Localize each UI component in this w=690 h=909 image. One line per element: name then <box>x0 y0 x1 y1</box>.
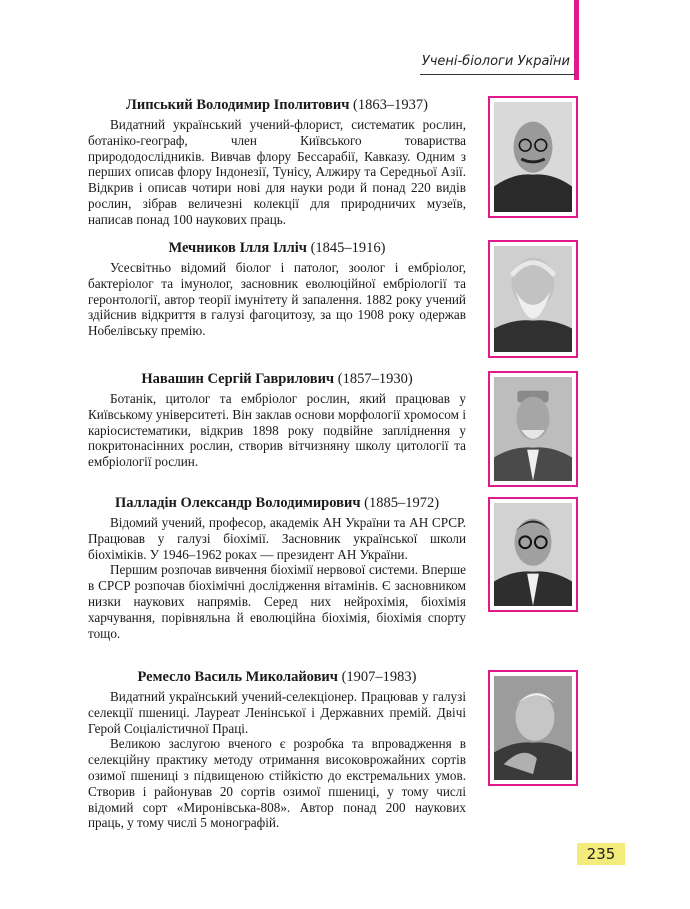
biography-entry <box>88 494 466 641</box>
biography-entry <box>88 370 466 470</box>
scientist-name: Мечников Ілля Ілліч <box>168 240 307 256</box>
life-years: (1845–1916) <box>310 240 386 256</box>
running-header: Учені-біологи України <box>421 54 570 69</box>
entry-heading <box>88 96 466 114</box>
entry-paragraph: Першим розпочав вивчення біохімії нервової системи. Вперше в СРСР розпочав біохімічні дослідження вітамінів. Є засновником низки наукових напрямів. Серед них нейрохімія, біохімія харчування, порівняльна й еволюційна біохімія, біохімія спорту тощо. <box>88 562 466 641</box>
portrait-photo <box>488 371 578 487</box>
scientist-name: Навашин Сергій Гаврилович <box>141 371 335 387</box>
biography-entry <box>88 96 466 228</box>
entry-heading <box>88 370 466 388</box>
life-years: (1863–1937) <box>353 97 428 113</box>
portrait-photo <box>488 96 578 218</box>
entry-paragraph: Видатний український учений-селекціонер. Працював у галузі селекції пшениці. Лауреат Ленінської і Державних премій. Двічі Герой Соціалістичної Праці. <box>88 689 466 736</box>
entry-heading <box>88 668 466 686</box>
scientist-name: Ремесло Василь Миколайович <box>137 669 338 685</box>
life-years: (1885–1972) <box>364 495 440 511</box>
portrait-photo <box>488 240 578 358</box>
entry-heading <box>88 494 466 512</box>
entry-heading <box>88 239 466 257</box>
biography-entry <box>88 239 466 339</box>
biography-entry <box>88 668 466 831</box>
portrait-photo <box>488 670 578 786</box>
portrait-photo <box>488 497 578 612</box>
page-number: 235 <box>577 843 625 865</box>
header-accent-line <box>574 0 579 80</box>
entry-paragraph: Усесвітньо відомий біолог і патолог, зоолог і ембріолог, бактеріолог та імунолог, засновник еволюційної ембріології та геронтології, автор теорії імунітету й запалення. 1882 року учений здійснив відкриття в галузі фагоцитозу, за що 1908 року одержав Нобелівську премію. <box>88 260 466 339</box>
entry-paragraph: Ботанік, цитолог та ембріолог рослин, який працював у Київському університеті. Він заклав основи морфології хромосом і каріосистематики, відкрив 1898 року подвійне запліднення у покритонасінних рослин, створив вітчизняну школу цитології та ембріології рослин. <box>88 391 466 470</box>
scientist-name: Палладін Олександр Володимирович <box>114 495 361 511</box>
entry-paragraph: Відомий учений, професор, академік АН України та АН СРСР. Працював у галузі біохімії. Засновник української школи біохіміків. У 1946–1962 роках — президент АН України. <box>88 515 466 562</box>
life-years: (1907–1983) <box>341 669 417 685</box>
entry-paragraph: Видатний український учений-флорист, систематик рослин, ботаніко-географ, член Київського товариства природодослідників. Вивчав флору Бессарабії, Кавказу. Одним з перших описав флору Індонезії, Тунісу, Алжиру та Середньої Азії. Відкрив і описав чотири нові для науки роди й понад 220 видів рослин, зібрав величезні колекції для природничих музеїв, написав понад 100 наукових праць. <box>88 117 466 227</box>
entry-paragraph: Великою заслугою вченого є розробка та впровадження в селекційну практику методу отримання високоврожайних сортів озимої пшениці з підвищеною стійкістю до екстремальних умов. Створив і районував 20 сортів озимої пшениці, у тому числі відомий сорт «Миронівська-808». Автор понад 200 наукових праць, у тому числі 5 монографій. <box>88 736 466 831</box>
life-years: (1857–1930) <box>337 371 413 387</box>
scientist-name: Липський Володимир Іполитович <box>126 97 350 113</box>
header-rule <box>420 74 575 75</box>
